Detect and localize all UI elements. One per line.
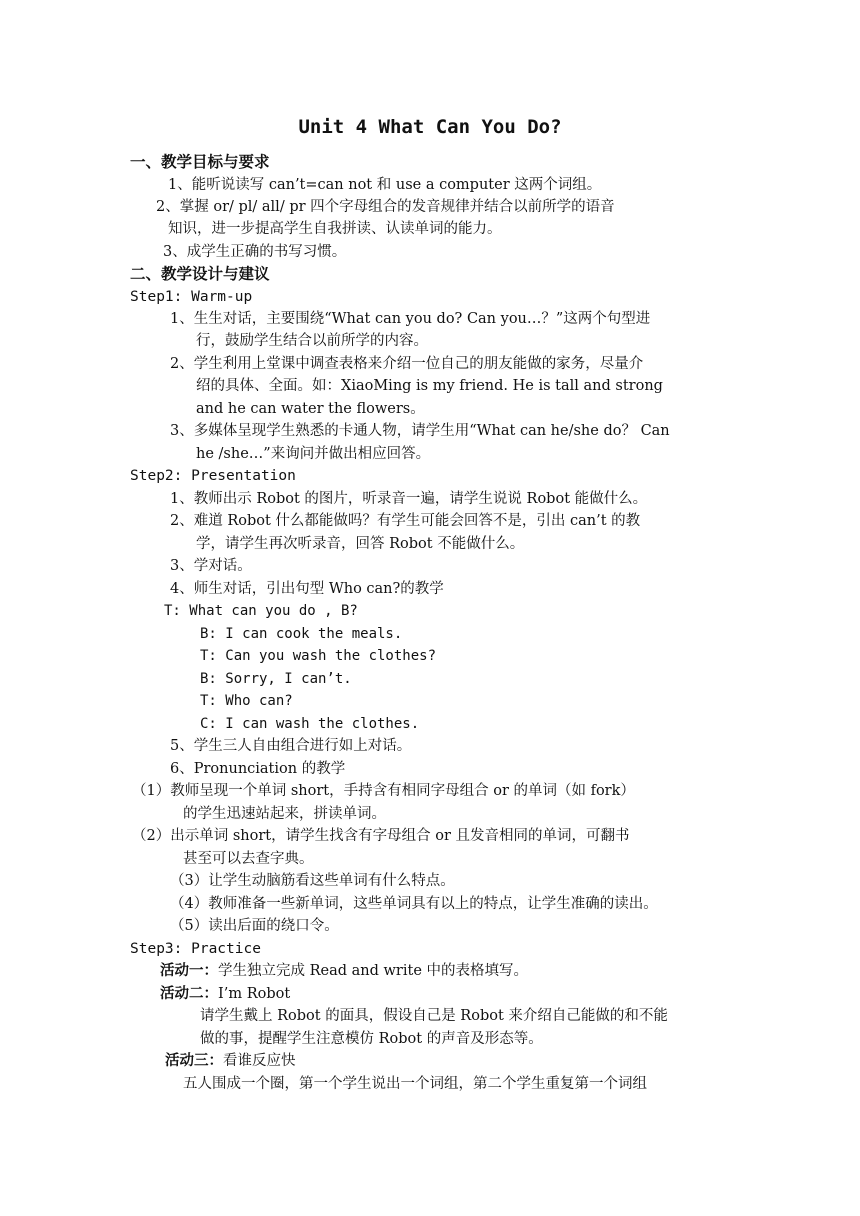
step3-heading: Step3: Practice xyxy=(130,941,261,957)
step1-heading: Step1: Warm-up xyxy=(130,289,253,305)
step2-item-5: 5、学生三人自由组合进行如上对话。 xyxy=(170,738,412,754)
goal-item-2-cont: 知识，进一步提高学生自我拼读、认读单词的能力。 xyxy=(168,221,502,237)
pronunciation-item-1-cont: 的学生迅速站起来，拼读单词。 xyxy=(183,806,386,822)
pronunciation-item-2-cont: 甚至可以去查字典。 xyxy=(183,851,314,867)
pronunciation-item-5: （5）读出后面的绕口令。 xyxy=(170,918,339,934)
pronunciation-item-3: （3）让学生动脑筋看这些单词有什么特点。 xyxy=(170,873,455,889)
step2-item-2-cont: 学，请学生再次听录音，回答 Robot 不能做什么。 xyxy=(196,536,525,552)
dialogue-line: B: I can cook the meals. xyxy=(200,626,403,642)
section-heading-goals: 一、教学目标与要求 xyxy=(130,152,270,171)
pronunciation-item-1: （1）教师呈现一个单词 short，手持含有相同字母组合 or 的单词（如 fork） xyxy=(132,783,635,799)
activity-2-text: I’m Robot xyxy=(218,986,291,1002)
goal-item-3: 3、成学生正确的书写习惯。 xyxy=(163,244,347,260)
section-heading-design: 二、教学设计与建议 xyxy=(130,264,270,283)
step1-item-1: 1、生生对话，主要围绕“What can you do? Can you…？”这两个句型进 xyxy=(170,311,651,327)
document-title: Unit 4 What Can You Do? xyxy=(298,116,562,138)
step1-item-2: 2、学生利用上堂课中调查表格来介绍一位自己的朋友能做的家务，尽量介 xyxy=(170,356,644,372)
step2-item-4: 4、师生对话，引出句型 Who can?的教学 xyxy=(170,581,444,597)
step2-heading: Step2: Presentation xyxy=(130,468,296,484)
activity-3-label: 活动三： xyxy=(165,1052,223,1069)
pronunciation-item-2: （2）出示单词 short，请学生找含有字母组合 or 且发音相同的单词，可翻书 xyxy=(132,828,630,844)
activity-1 xyxy=(160,961,528,981)
pronunciation-item-4: （4）教师准备一些新单词，这些单词具有以上的特点，让学生准确的读出。 xyxy=(170,896,658,912)
step2-item-6: 6、Pronunciation 的教学 xyxy=(170,761,346,777)
step1-item-2-cont: 绍的具体、全面。如：XiaoMing is my friend. He is tall and strong xyxy=(196,378,663,394)
goal-item-2: 2、掌握 or/ pl/ all/ pr 四个字母组合的发音规律并结合以前所学的语音 xyxy=(156,199,615,215)
activity-2-desc: 请学生戴上 Robot 的面具，假设自己是 Robot 来介绍自己能做的和不能 xyxy=(200,1008,668,1024)
activity-2-label: 活动二： xyxy=(160,985,218,1002)
activity-2-desc-cont: 做的事，提醒学生注意模仿 Robot 的声音及形态等。 xyxy=(200,1031,543,1047)
step1-item-2-cont2: and he can water the flowers。 xyxy=(196,401,425,417)
activity-1-text: 学生独立完成 Read and write 中的表格填写。 xyxy=(218,963,529,979)
step1-item-3-cont: he /she…”来询问并做出相应回答。 xyxy=(196,446,431,462)
step2-item-2: 2、难道 Robot 什么都能做吗？有学生可能会回答不是，引出 can’t 的教 xyxy=(170,513,641,529)
activity-3-text: 看谁反应快 xyxy=(223,1053,296,1069)
dialogue-line: B: Sorry, I can’t. xyxy=(200,671,352,687)
step1-item-3: 3、多媒体呈现学生熟悉的卡通人物，请学生用“What can he/she do？ Can xyxy=(170,423,670,439)
dialogue-line: T: Who can? xyxy=(200,693,293,709)
goal-item-1: 1、能听说读写 can’t=can not 和 use a computer 这两个词组。 xyxy=(168,177,602,193)
step1-item-1-cont: 行，鼓励学生结合以前所学的内容。 xyxy=(196,333,428,349)
activity-3 xyxy=(165,1051,296,1071)
dialogue-line: T: What can you do , B? xyxy=(164,603,358,619)
step2-item-1: 1、教师出示 Robot 的图片，听录音一遍，请学生说说 Robot 能做什么。 xyxy=(170,491,648,507)
dialogue-line: T: Can you wash the clothes? xyxy=(200,648,437,664)
step2-item-3: 3、学对话。 xyxy=(170,558,252,574)
activity-3-desc: 五人围成一个圈，第一个学生说出一个词组，第二个学生重复第一个词组 xyxy=(183,1076,647,1092)
activity-2 xyxy=(160,984,290,1004)
activity-1-label: 活动一： xyxy=(160,962,218,979)
dialogue-line: C: I can wash the clothes. xyxy=(200,716,420,732)
